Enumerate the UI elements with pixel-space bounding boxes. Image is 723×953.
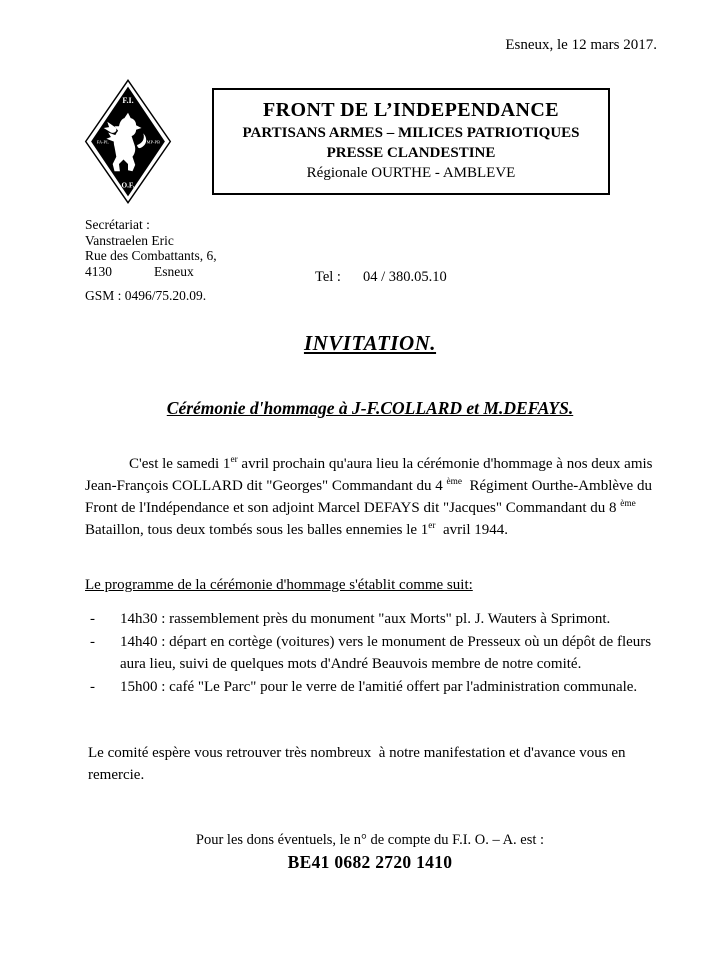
org-subtitle-partisans: PARTISANS ARMES – MILICES PATRIOTIQUES [242,125,580,141]
secretariat-label: Secrétariat : [85,217,150,232]
programme-list [85,608,655,698]
secretariat-name: Vanstraelen Eric [85,232,174,248]
invitation-title: INVITATION. [303,331,437,355]
org-name: FRONT DE L’INDEPENDANCE [263,99,559,121]
tel-number: 04 / 380.05.10 [362,269,447,285]
list-dash: - [90,679,95,695]
programme-heading: Le programme de la cérémonie d'hommage s'établit comme suit: [85,577,473,593]
secretariat-city-row [85,264,217,280]
postal-code: 4130 [85,263,112,279]
donation-line: Pour les dons éventuels, le n° de compte du F.I. O. – A. est : [195,832,545,848]
header-box [212,88,610,195]
programme-item-text: 15h00 : café "Le Parc" pour le verre de l'amitié offert par l'administration communale. [120,679,638,695]
programme-item-text: 14h30 : rassemblement près du monument "aux Morts" pl. J. Wauters à Sprimont. [120,611,611,627]
closing-paragraph: Le comité espère vous retrouver très nombreux à notre manifestation et d'avance vous en remercie. [88,745,630,783]
logo-right-text: MP-PB [146,139,160,145]
fi-logo [83,71,173,212]
letter-content [85,331,655,873]
secretariat-block [85,217,217,304]
programme-item [85,608,655,630]
tel-label: Tel : [315,269,341,285]
org-region: Régionale OURTHE - AMBLEVE [306,165,516,181]
list-dash: - [90,634,95,650]
body-paragraph: C'est le samedi 1er avril prochain qu'aura lieu la cérémonie d'hommage à nos deux amis Jean-François COLLARD dit "Georges" Commandant du 4 $^{ème}$ Régiment Ourthe-Amblève du Front de l'Indépendance et son adjoint Marcel DEFAYS dit "Jacques" Commandant du 8 $^{ème}$ Bataillon, tous deux tombés sous les balles ennemies le 1er avril 1944. [85,455,657,538]
programme-item [85,676,655,698]
logo-left-text: FA-PL [96,139,109,145]
city: Esneux [154,263,194,279]
programme-item-text: 14h40 : départ en cortège (voitures) vers le monument de Presseux où un dépôt de fleurs aura lieu, suivi de quelques mots d'André Beauvois membre de notre comité. [120,634,655,672]
logo-bottom-text: O.F. [121,181,135,190]
ceremony-title: Cérémonie d'hommage à J-F.COLLARD et M.DEFAYS. [166,398,574,418]
programme-item [85,631,655,675]
secretariat-street: Rue des Combattants, 6, [85,248,217,263]
list-dash: - [90,611,95,627]
account-number: BE41 0682 2720 1410 [287,852,453,872]
org-subtitle-presse: PRESSE CLANDESTINE [326,145,496,161]
tel-line [315,269,447,286]
date-line: Esneux, le 12 mars 2017. [505,37,657,53]
logo-top-text: F.I. [122,95,134,105]
gsm-line: GSM : 0496/75.20.09. [85,288,207,303]
